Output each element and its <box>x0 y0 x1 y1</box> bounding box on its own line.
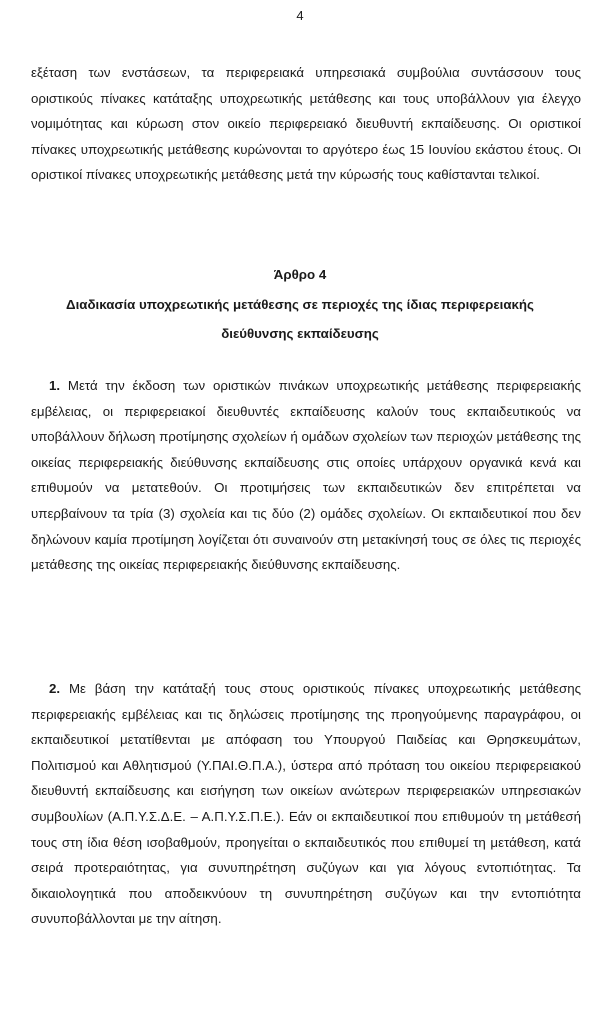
paragraph-1 <box>31 373 581 578</box>
paragraph-2-text: Με βάση την κατάταξή τους στους οριστικούς πίνακες υποχρεωτικής μετάθεσης περιφερειακής εμβέλειας και τις δηλώσεις προτίμησης της προηγούμενης παραγράφου, οι εκπαιδευτικοί μετατίθενται με απόφαση του Υπουργού Παιδείας και Θρησκευμάτων, Πολιτισμού και Αθλητισμού (Υ.ΠΑΙ.Θ.Π.Α.), ύστερα από πρόταση του οικείου περιφερειακού διευθυντή εκπαίδευσης και εισήγηση των οικείων ανώτερων περιφερειακών υπηρεσιακών συμβουλίων (Α.Π.Υ.Σ.Δ.Ε. – Α.Π.Υ.Σ.Π.Ε.). Εάν οι εκπαιδευτικοί που επιθυμούν τη μετάθεσή τους στη ίδια θέση ισοβαθμούν, προηγείται ο εκπαιδευτικός που επιθυμεί τη μετάθεση, κατά σειρά προτεραιότητας, για συνυπηρέτηση συζύγων και για λόγους εντοπιότητας. Τα δικαιολογητικά που αποδεικνύουν τη συνυπηρέτηση συζύγων και την εντοπιότητα συνυποβάλλονται με την αίτηση. <box>31 681 581 927</box>
paragraph-2-number: 2. <box>49 681 61 696</box>
intro-paragraph: εξέταση των ενστάσεων, τα περιφερειακά υπηρεσιακά συμβούλια συντάσσουν τους οριστικούς πίνακες κατάταξης υποχρεωτικής μετάθεσης και τους υποβάλλουν για έλεγχο νομιμότητας και κύρωση στον οικείο περιφερειακό διευθυντή εκπαίδευσης. Οι οριστικοί πίνακες υποχρεωτικής μετάθεσης κυρώνονται το αργότερο έως 15 Ιουνίου εκάστου έτους. Οι οριστικοί πίνακες υποχρεωτικής μετάθεσης μετά την κύρωσής τους καθίστανται τελικοί. <box>31 65 581 183</box>
paragraph-1-text: Μετά την έκδοση των οριστικών πινάκων υποχρεωτικής μετάθεσης περιφερειακής εμβέλειας, οι περιφερειακοί διευθυντές εκπαίδευσης καλούν τους εκπαιδευτικούς να υποβάλλουν δήλωση προτίμησης σχολείων ή ομάδων σχολείων των περιοχών μετάθεσης της οικείας περιφερειακής διεύθυνσης εκπαίδευσης στις οποίες υπάρχουν οργανικά κενά και επιθυμούν να μετατεθούν. Οι προτιμήσεις των εκπαιδευτικών δεν επιτρέπεται να υπερβαίνουν τα τρία (3) σχολεία και τις δύο (2) ομάδες σχολείων. Οι εκπαιδευτικοί που δεν δηλώνουν καμία προτίμηση λογίζεται ότι συναινούν στη μετακίνησή τους σε όλες τις περιοχές μετάθεσης της οικείας περιφερειακής διεύθυνσης εκπαίδευσης. <box>31 378 581 573</box>
article-number: Άρθρο 4 <box>273 267 327 282</box>
page-number: 4 <box>296 8 304 23</box>
article-title-text: Διαδικασία υποχρεωτικής μετάθεσης σε περιοχές της ίδιας περιφερειακής διεύθυνσης εκπαίδευσης <box>66 297 534 341</box>
paragraph-2 <box>31 676 581 932</box>
article-title <box>0 290 600 348</box>
paragraph-1-number: 1. <box>49 378 61 393</box>
